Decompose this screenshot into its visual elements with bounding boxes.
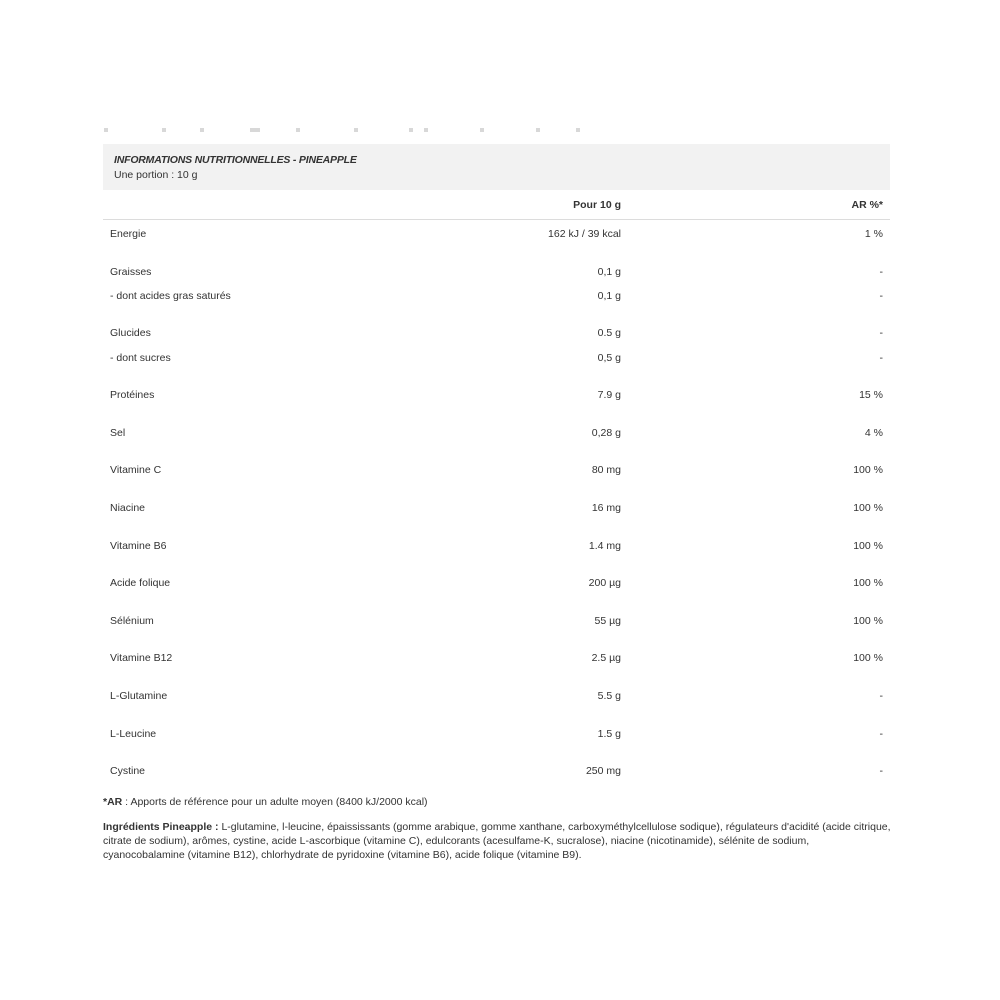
table-row <box>103 352 890 368</box>
tab-marker <box>296 128 300 132</box>
nutrient-ar-percent: 100 % <box>853 502 883 514</box>
footnote-label: *AR <box>103 796 123 808</box>
tab-marker <box>409 128 413 132</box>
nutrient-ar-percent: - <box>879 290 883 302</box>
table-row <box>103 327 890 343</box>
portion-size: Une portion : 10 g <box>114 169 198 181</box>
nutrient-value: 0,5 g <box>597 352 621 364</box>
nutrient-name: Sel <box>110 427 126 439</box>
nutrient-value: 0,1 g <box>597 290 621 302</box>
nutrient-ar-percent: - <box>879 266 883 278</box>
nutrition-table <box>103 144 890 777</box>
nutrient-name: Sélénium <box>110 615 154 627</box>
nutrient-name: Glucides <box>110 327 151 339</box>
nutrient-name: Energie <box>110 228 147 240</box>
nutrient-ar-percent: 15 % <box>859 389 883 401</box>
column-header-per-portion: Pour 10 g <box>573 199 621 211</box>
table-row <box>103 266 890 282</box>
tab-marker <box>354 128 358 132</box>
nutrient-name: L-Leucine <box>110 728 157 740</box>
nutrient-value: 250 mg <box>585 765 621 777</box>
nutrient-name: Vitamine C <box>110 464 162 476</box>
tab-marker <box>162 128 166 132</box>
table-row <box>103 765 890 781</box>
nutrient-value: 2.5 µg <box>591 652 621 664</box>
table-row <box>103 464 890 480</box>
ingredients-text: L-glutamine, l-leucine, épaississants (gomme arabique, gomme xanthane, carboxyméthylcellulose sodique), régulateurs d'acidité (acide citrique, citrate de sodium), arômes, cystine, acide L-ascorbique (vitamine C), edulcorants (acesulfame-K, sucralose), niacine (nicotinamide), sélénite de sodium, cyanocobalamine (vitamine B12), chlorhydrate de pyridoxine (vitamine B6), acide folique (vitamine B9). <box>103 821 891 861</box>
nutrient-ar-percent: 100 % <box>853 652 883 664</box>
table-row <box>103 502 890 518</box>
nutrient-ar-percent: 4 % <box>864 427 883 439</box>
ingredients-label: Ingrédients Pineapple : <box>103 821 219 833</box>
table-row <box>103 652 890 668</box>
tab-marker <box>424 128 428 132</box>
header-divider <box>103 219 890 220</box>
nutrient-ar-percent: 1 % <box>864 228 883 240</box>
nutrient-value: 1.5 g <box>597 728 621 740</box>
tab-marker <box>200 128 204 132</box>
tab-marker <box>104 128 108 132</box>
nutrient-value: 55 µg <box>594 615 621 627</box>
nutrient-value: 162 kJ / 39 kcal <box>548 228 621 240</box>
table-header <box>103 144 890 190</box>
nutrient-value: 80 mg <box>591 464 621 476</box>
nutrient-ar-percent: - <box>879 728 883 740</box>
nutrient-ar-percent: 100 % <box>853 615 883 627</box>
nutrient-ar-percent: - <box>879 690 883 702</box>
nutrient-value: 1.4 mg <box>588 540 621 552</box>
nutrient-name: Vitamine B12 <box>110 652 173 664</box>
nutrient-name: Protéines <box>110 389 155 401</box>
nutrient-ar-percent: 100 % <box>853 577 883 589</box>
tab-marker <box>250 128 260 132</box>
ingredients-paragraph <box>103 820 893 862</box>
nutrient-value: 0,28 g <box>591 427 621 439</box>
nutrient-value: 7.9 g <box>597 389 621 401</box>
nutrient-ar-percent: 100 % <box>853 464 883 476</box>
tab-marker <box>536 128 540 132</box>
table-row <box>103 389 890 405</box>
nutrient-ar-percent: - <box>879 352 883 364</box>
nutrient-ar-percent: - <box>879 327 883 339</box>
column-header-ar: AR %* <box>851 199 883 211</box>
nutrient-name: Graisses <box>110 266 152 278</box>
table-row <box>103 728 890 744</box>
nutrient-value: 200 µg <box>588 577 621 589</box>
table-row <box>103 228 890 244</box>
table-title: INFORMATIONS NUTRITIONNELLES - PINEAPPLE <box>114 154 357 166</box>
nutrient-name: Cystine <box>110 765 146 777</box>
nutrient-value: 16 mg <box>591 502 621 514</box>
table-row <box>103 690 890 706</box>
nutrient-value: 5.5 g <box>597 690 621 702</box>
nutrient-name: Niacine <box>110 502 146 514</box>
nutrient-value: 0,1 g <box>597 266 621 278</box>
nutrient-value: 0.5 g <box>597 327 621 339</box>
table-row <box>103 577 890 593</box>
nutrient-name: Vitamine B6 <box>110 540 167 552</box>
table-row <box>103 615 890 631</box>
faded-tab-strip <box>104 128 594 134</box>
table-row <box>103 540 890 556</box>
nutrient-name: - dont acides gras saturés <box>110 290 231 302</box>
nutrient-name: L-Glutamine <box>110 690 168 702</box>
nutrient-ar-percent: 100 % <box>853 540 883 552</box>
nutrient-name: - dont sucres <box>110 352 171 364</box>
nutrient-ar-percent: - <box>879 765 883 777</box>
nutrient-name: Acide folique <box>110 577 171 589</box>
table-row <box>103 290 890 306</box>
table-row <box>103 427 890 443</box>
tab-marker <box>480 128 484 132</box>
ar-footnote <box>103 796 428 808</box>
footnote-text: : Apports de référence pour un adulte moyen (8400 kJ/2000 kcal) <box>122 796 428 808</box>
tab-marker <box>576 128 580 132</box>
